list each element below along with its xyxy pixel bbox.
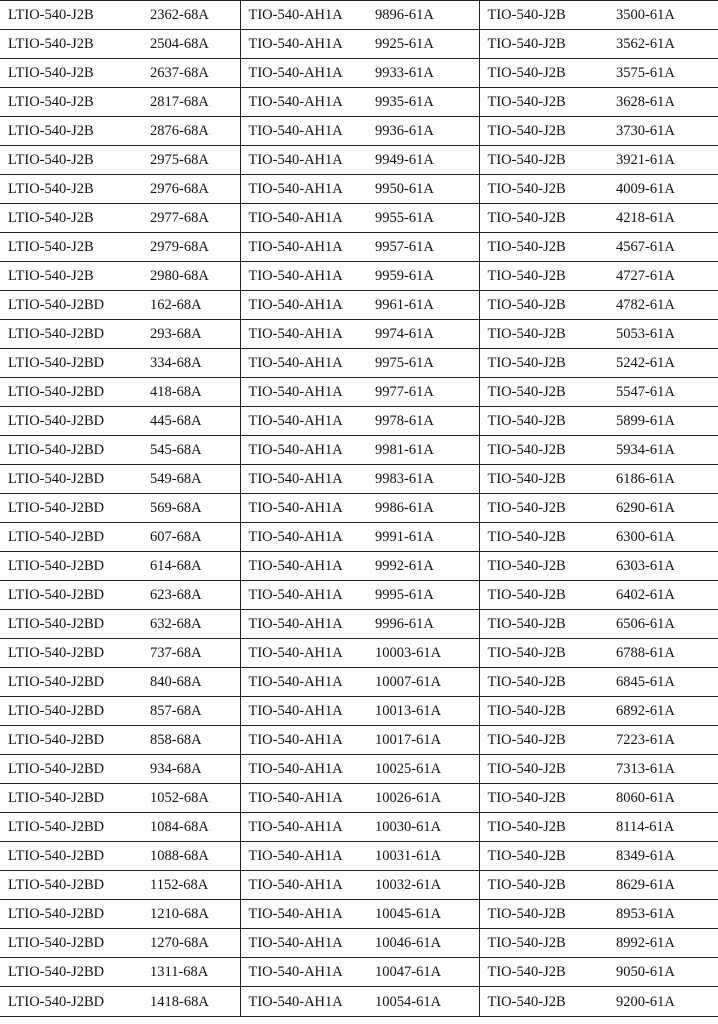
serial-number-cell: 10047-61A	[367, 958, 479, 987]
engine-model-cell: TIO-540-AH1A	[240, 697, 367, 726]
engine-model-cell: LTIO-540-J2BD	[0, 610, 142, 639]
serial-number-cell: 4782-61A	[608, 291, 718, 320]
table-row	[0, 320, 718, 349]
table-row	[0, 726, 718, 755]
table-row	[0, 842, 718, 871]
serial-number-cell: 10025-61A	[367, 755, 479, 784]
engine-model-cell: TIO-540-AH1A	[240, 291, 367, 320]
engine-model-cell: TIO-540-AH1A	[240, 494, 367, 523]
serial-number-cell: 1270-68A	[142, 929, 240, 958]
engine-model-cell: TIO-540-AH1A	[240, 726, 367, 755]
serial-number-cell: 10007-61A	[367, 668, 479, 697]
table-row	[0, 639, 718, 668]
serial-number-cell: 9975-61A	[367, 349, 479, 378]
table-row	[0, 784, 718, 813]
serial-number-cell: 6402-61A	[608, 581, 718, 610]
engine-model-cell: LTIO-540-J2BD	[0, 813, 142, 842]
engine-model-cell: LTIO-540-J2B	[0, 204, 142, 233]
engine-model-cell: LTIO-540-J2BD	[0, 726, 142, 755]
serial-number-cell: 1210-68A	[142, 900, 240, 929]
engine-model-cell: TIO-540-J2B	[479, 407, 608, 436]
serial-number-cell: 1084-68A	[142, 813, 240, 842]
table-row	[0, 146, 718, 175]
serial-number-cell: 9050-61A	[608, 958, 718, 987]
table-row	[0, 697, 718, 726]
serial-number-cell: 5899-61A	[608, 407, 718, 436]
serial-number-cell: 10003-61A	[367, 639, 479, 668]
serial-number-cell: 8992-61A	[608, 929, 718, 958]
engine-model-cell: TIO-540-J2B	[479, 987, 608, 1017]
serial-number-cell: 6303-61A	[608, 552, 718, 581]
engine-model-cell: LTIO-540-J2B	[0, 262, 142, 291]
engine-model-cell: LTIO-540-J2BD	[0, 929, 142, 958]
engine-model-cell: LTIO-540-J2B	[0, 233, 142, 262]
engine-model-cell: TIO-540-J2B	[479, 523, 608, 552]
engine-model-cell: LTIO-540-J2BD	[0, 320, 142, 349]
serial-number-cell: 9983-61A	[367, 465, 479, 494]
table-row	[0, 204, 718, 233]
table-row	[0, 436, 718, 465]
engine-model-cell: TIO-540-AH1A	[240, 407, 367, 436]
table-row	[0, 610, 718, 639]
engine-model-cell: TIO-540-AH1A	[240, 842, 367, 871]
engine-model-cell: TIO-540-AH1A	[240, 784, 367, 813]
serial-number-cell: 6186-61A	[608, 465, 718, 494]
engine-model-cell: TIO-540-AH1A	[240, 1, 367, 30]
serial-number-cell: 2976-68A	[142, 175, 240, 204]
engine-model-cell: LTIO-540-J2B	[0, 59, 142, 88]
engine-model-cell: TIO-540-J2B	[479, 871, 608, 900]
serial-number-cell: 8060-61A	[608, 784, 718, 813]
serial-number-cell: 614-68A	[142, 552, 240, 581]
serial-number-cell: 9949-61A	[367, 146, 479, 175]
table-row	[0, 523, 718, 552]
engine-model-cell: TIO-540-AH1A	[240, 436, 367, 465]
serial-number-cell: 2817-68A	[142, 88, 240, 117]
engine-model-cell: TIO-540-AH1A	[240, 610, 367, 639]
serial-number-cell: 2979-68A	[142, 233, 240, 262]
engine-model-cell: TIO-540-AH1A	[240, 987, 367, 1017]
serial-number-cell: 9936-61A	[367, 117, 479, 146]
serial-number-cell: 4567-61A	[608, 233, 718, 262]
serial-number-cell: 607-68A	[142, 523, 240, 552]
engine-model-cell: LTIO-540-J2BD	[0, 581, 142, 610]
engine-model-cell: TIO-540-AH1A	[240, 349, 367, 378]
serial-number-cell: 2975-68A	[142, 146, 240, 175]
serial-number-cell: 3730-61A	[608, 117, 718, 146]
serial-number-cell: 1418-68A	[142, 987, 240, 1017]
engine-model-cell: TIO-540-J2B	[479, 204, 608, 233]
serial-number-cell: 1311-68A	[142, 958, 240, 987]
serial-number-cell: 9933-61A	[367, 59, 479, 88]
engine-model-cell: TIO-540-AH1A	[240, 958, 367, 987]
engine-model-cell: TIO-540-AH1A	[240, 900, 367, 929]
engine-model-cell: TIO-540-J2B	[479, 291, 608, 320]
table-row	[0, 378, 718, 407]
serial-number-cell: 5242-61A	[608, 349, 718, 378]
serial-number-cell: 8114-61A	[608, 813, 718, 842]
engine-model-cell: TIO-540-J2B	[479, 697, 608, 726]
serial-number-cell: 9978-61A	[367, 407, 479, 436]
engine-model-cell: TIO-540-J2B	[479, 1, 608, 30]
engine-model-cell: TIO-540-AH1A	[240, 465, 367, 494]
serial-number-cell: 10031-61A	[367, 842, 479, 871]
table-row	[0, 668, 718, 697]
engine-model-cell: LTIO-540-J2BD	[0, 900, 142, 929]
engine-model-cell: LTIO-540-J2BD	[0, 871, 142, 900]
engine-model-cell: LTIO-540-J2BD	[0, 958, 142, 987]
serial-number-cell: 293-68A	[142, 320, 240, 349]
serial-number-cell: 418-68A	[142, 378, 240, 407]
serial-number-cell: 569-68A	[142, 494, 240, 523]
serial-number-cell: 4218-61A	[608, 204, 718, 233]
serial-number-cell: 2977-68A	[142, 204, 240, 233]
engine-model-cell: LTIO-540-J2BD	[0, 552, 142, 581]
serial-number-cell: 3575-61A	[608, 59, 718, 88]
engine-model-cell: TIO-540-J2B	[479, 117, 608, 146]
serial-number-cell: 2876-68A	[142, 117, 240, 146]
engine-model-cell: TIO-540-AH1A	[240, 320, 367, 349]
serial-number-cell: 632-68A	[142, 610, 240, 639]
serial-number-cell: 8629-61A	[608, 871, 718, 900]
engine-model-cell: TIO-540-J2B	[479, 726, 608, 755]
engine-model-cell: TIO-540-J2B	[479, 30, 608, 59]
serial-number-cell: 2504-68A	[142, 30, 240, 59]
serial-number-cell: 737-68A	[142, 639, 240, 668]
engine-model-cell: TIO-540-J2B	[479, 88, 608, 117]
engine-model-cell: TIO-540-J2B	[479, 755, 608, 784]
table-row	[0, 30, 718, 59]
serial-number-cell: 3921-61A	[608, 146, 718, 175]
serial-number-cell: 3500-61A	[608, 1, 718, 30]
engine-model-cell: TIO-540-AH1A	[240, 581, 367, 610]
serial-number-cell: 9981-61A	[367, 436, 479, 465]
serial-number-cell: 1152-68A	[142, 871, 240, 900]
engine-model-cell: TIO-540-AH1A	[240, 117, 367, 146]
engine-model-cell: LTIO-540-J2B	[0, 175, 142, 204]
engine-model-cell: LTIO-540-J2BD	[0, 668, 142, 697]
engine-model-cell: TIO-540-AH1A	[240, 30, 367, 59]
serial-number-cell: 10032-61A	[367, 871, 479, 900]
serial-number-cell: 9955-61A	[367, 204, 479, 233]
engine-model-cell: TIO-540-AH1A	[240, 88, 367, 117]
serial-number-cell: 2637-68A	[142, 59, 240, 88]
engine-model-cell: TIO-540-J2B	[479, 59, 608, 88]
engine-model-cell: LTIO-540-J2B	[0, 117, 142, 146]
serial-number-cell: 1052-68A	[142, 784, 240, 813]
table-row	[0, 494, 718, 523]
engine-model-cell: LTIO-540-J2B	[0, 1, 142, 30]
serial-number-cell: 857-68A	[142, 697, 240, 726]
serial-number-cell: 162-68A	[142, 291, 240, 320]
serial-number-cell: 6892-61A	[608, 697, 718, 726]
serial-number-cell: 9974-61A	[367, 320, 479, 349]
engine-model-cell: TIO-540-J2B	[479, 494, 608, 523]
engine-model-cell: TIO-540-J2B	[479, 784, 608, 813]
engine-model-cell: LTIO-540-J2BD	[0, 494, 142, 523]
engine-model-cell: LTIO-540-J2B	[0, 30, 142, 59]
serial-number-cell: 6788-61A	[608, 639, 718, 668]
engine-model-cell: TIO-540-AH1A	[240, 262, 367, 291]
serial-number-cell: 7223-61A	[608, 726, 718, 755]
engine-model-cell: TIO-540-J2B	[479, 552, 608, 581]
engine-model-cell: LTIO-540-J2BD	[0, 784, 142, 813]
engine-model-cell: TIO-540-AH1A	[240, 59, 367, 88]
engine-model-cell: TIO-540-J2B	[479, 349, 608, 378]
table-row	[0, 929, 718, 958]
serial-number-cell: 6290-61A	[608, 494, 718, 523]
table-row	[0, 175, 718, 204]
engine-model-cell: LTIO-540-J2BD	[0, 349, 142, 378]
serial-number-cell: 9992-61A	[367, 552, 479, 581]
engine-model-cell: LTIO-540-J2BD	[0, 407, 142, 436]
table-body	[0, 1, 718, 1017]
serial-number-cell: 9896-61A	[367, 1, 479, 30]
engine-model-cell: LTIO-540-J2BD	[0, 639, 142, 668]
table-row	[0, 117, 718, 146]
serial-number-cell: 8953-61A	[608, 900, 718, 929]
engine-model-cell: TIO-540-AH1A	[240, 378, 367, 407]
engine-model-cell: TIO-540-AH1A	[240, 233, 367, 262]
serial-number-cell: 2980-68A	[142, 262, 240, 291]
table-row	[0, 291, 718, 320]
engine-model-cell: TIO-540-AH1A	[240, 175, 367, 204]
engine-model-cell: LTIO-540-J2BD	[0, 755, 142, 784]
engine-model-cell: TIO-540-J2B	[479, 378, 608, 407]
table-row	[0, 59, 718, 88]
engine-model-cell: TIO-540-J2B	[479, 175, 608, 204]
serial-number-cell: 3628-61A	[608, 88, 718, 117]
engine-model-cell: LTIO-540-J2BD	[0, 842, 142, 871]
table-row	[0, 871, 718, 900]
engine-model-cell: LTIO-540-J2BD	[0, 436, 142, 465]
engine-model-cell: TIO-540-J2B	[479, 610, 608, 639]
serial-number-cell: 4009-61A	[608, 175, 718, 204]
table-row	[0, 813, 718, 842]
serial-number-cell: 10045-61A	[367, 900, 479, 929]
serial-number-cell: 9961-61A	[367, 291, 479, 320]
table-row	[0, 407, 718, 436]
table-row	[0, 755, 718, 784]
engine-model-cell: TIO-540-J2B	[479, 262, 608, 291]
engine-model-cell: LTIO-540-J2BD	[0, 378, 142, 407]
serial-number-cell: 5053-61A	[608, 320, 718, 349]
engine-model-cell: TIO-540-J2B	[479, 639, 608, 668]
table-row	[0, 987, 718, 1017]
table-row	[0, 233, 718, 262]
serial-number-cell: 9957-61A	[367, 233, 479, 262]
engine-model-cell: TIO-540-AH1A	[240, 755, 367, 784]
serial-number-cell: 1088-68A	[142, 842, 240, 871]
engine-model-cell: TIO-540-AH1A	[240, 146, 367, 175]
engine-model-cell: TIO-540-J2B	[479, 842, 608, 871]
table-row	[0, 262, 718, 291]
engine-model-cell: TIO-540-J2B	[479, 668, 608, 697]
engine-model-cell: TIO-540-J2B	[479, 958, 608, 987]
engine-model-cell: TIO-540-AH1A	[240, 813, 367, 842]
engine-model-cell: LTIO-540-J2BD	[0, 523, 142, 552]
serial-number-cell: 5934-61A	[608, 436, 718, 465]
serial-number-cell: 9925-61A	[367, 30, 479, 59]
engine-model-cell: LTIO-540-J2BD	[0, 465, 142, 494]
serial-number-cell: 10013-61A	[367, 697, 479, 726]
engine-model-cell: TIO-540-J2B	[479, 320, 608, 349]
engine-model-cell: TIO-540-J2B	[479, 146, 608, 175]
serial-number-cell: 549-68A	[142, 465, 240, 494]
serial-number-cell: 623-68A	[142, 581, 240, 610]
engine-model-cell: TIO-540-AH1A	[240, 929, 367, 958]
table-row	[0, 552, 718, 581]
serial-number-cell: 4727-61A	[608, 262, 718, 291]
serial-number-cell: 445-68A	[142, 407, 240, 436]
engine-model-cell: TIO-540-AH1A	[240, 639, 367, 668]
table-row	[0, 581, 718, 610]
serial-number-cell: 9996-61A	[367, 610, 479, 639]
engine-model-cell: TIO-540-J2B	[479, 436, 608, 465]
engine-model-cell: TIO-540-AH1A	[240, 668, 367, 697]
engine-model-cell: TIO-540-J2B	[479, 929, 608, 958]
serial-number-cell: 10030-61A	[367, 813, 479, 842]
serial-number-cell: 3562-61A	[608, 30, 718, 59]
serial-number-cell: 10046-61A	[367, 929, 479, 958]
engine-model-cell: TIO-540-AH1A	[240, 204, 367, 233]
serial-number-cell: 5547-61A	[608, 378, 718, 407]
table-row	[0, 465, 718, 494]
serial-number-cell: 10017-61A	[367, 726, 479, 755]
serial-number-cell: 9935-61A	[367, 88, 479, 117]
serial-number-cell: 9991-61A	[367, 523, 479, 552]
engine-model-cell: LTIO-540-J2BD	[0, 987, 142, 1017]
serial-number-cell: 9959-61A	[367, 262, 479, 291]
serial-number-cell: 10054-61A	[367, 987, 479, 1017]
serial-number-cell: 934-68A	[142, 755, 240, 784]
engine-model-cell: TIO-540-J2B	[479, 581, 608, 610]
serial-number-cell: 545-68A	[142, 436, 240, 465]
serial-number-cell: 9995-61A	[367, 581, 479, 610]
engine-model-cell: TIO-540-AH1A	[240, 871, 367, 900]
serial-number-cell: 9950-61A	[367, 175, 479, 204]
serial-number-cell: 858-68A	[142, 726, 240, 755]
serial-number-cell: 334-68A	[142, 349, 240, 378]
serial-number-cell: 7313-61A	[608, 755, 718, 784]
engine-model-cell: TIO-540-AH1A	[240, 552, 367, 581]
engine-model-cell: TIO-540-J2B	[479, 900, 608, 929]
serial-number-cell: 6506-61A	[608, 610, 718, 639]
engine-model-cell: LTIO-540-J2BD	[0, 697, 142, 726]
engine-model-cell: LTIO-540-J2B	[0, 88, 142, 117]
engine-model-cell: LTIO-540-J2BD	[0, 291, 142, 320]
serial-number-cell: 840-68A	[142, 668, 240, 697]
serial-number-cell: 9200-61A	[608, 987, 718, 1017]
serial-number-cell: 9986-61A	[367, 494, 479, 523]
table-row	[0, 88, 718, 117]
engine-model-cell: TIO-540-J2B	[479, 465, 608, 494]
serial-number-cell: 6300-61A	[608, 523, 718, 552]
table-row	[0, 349, 718, 378]
table-row	[0, 1, 718, 30]
engine-model-cell: TIO-540-AH1A	[240, 523, 367, 552]
engine-model-cell: TIO-540-J2B	[479, 233, 608, 262]
table-row	[0, 900, 718, 929]
engine-model-cell: LTIO-540-J2B	[0, 146, 142, 175]
serial-number-cell: 6845-61A	[608, 668, 718, 697]
engine-model-cell: TIO-540-J2B	[479, 813, 608, 842]
serial-number-cell: 9977-61A	[367, 378, 479, 407]
serial-number-cell: 8349-61A	[608, 842, 718, 871]
serial-number-cell: 2362-68A	[142, 1, 240, 30]
serial-number-cell: 10026-61A	[367, 784, 479, 813]
table-row	[0, 958, 718, 987]
